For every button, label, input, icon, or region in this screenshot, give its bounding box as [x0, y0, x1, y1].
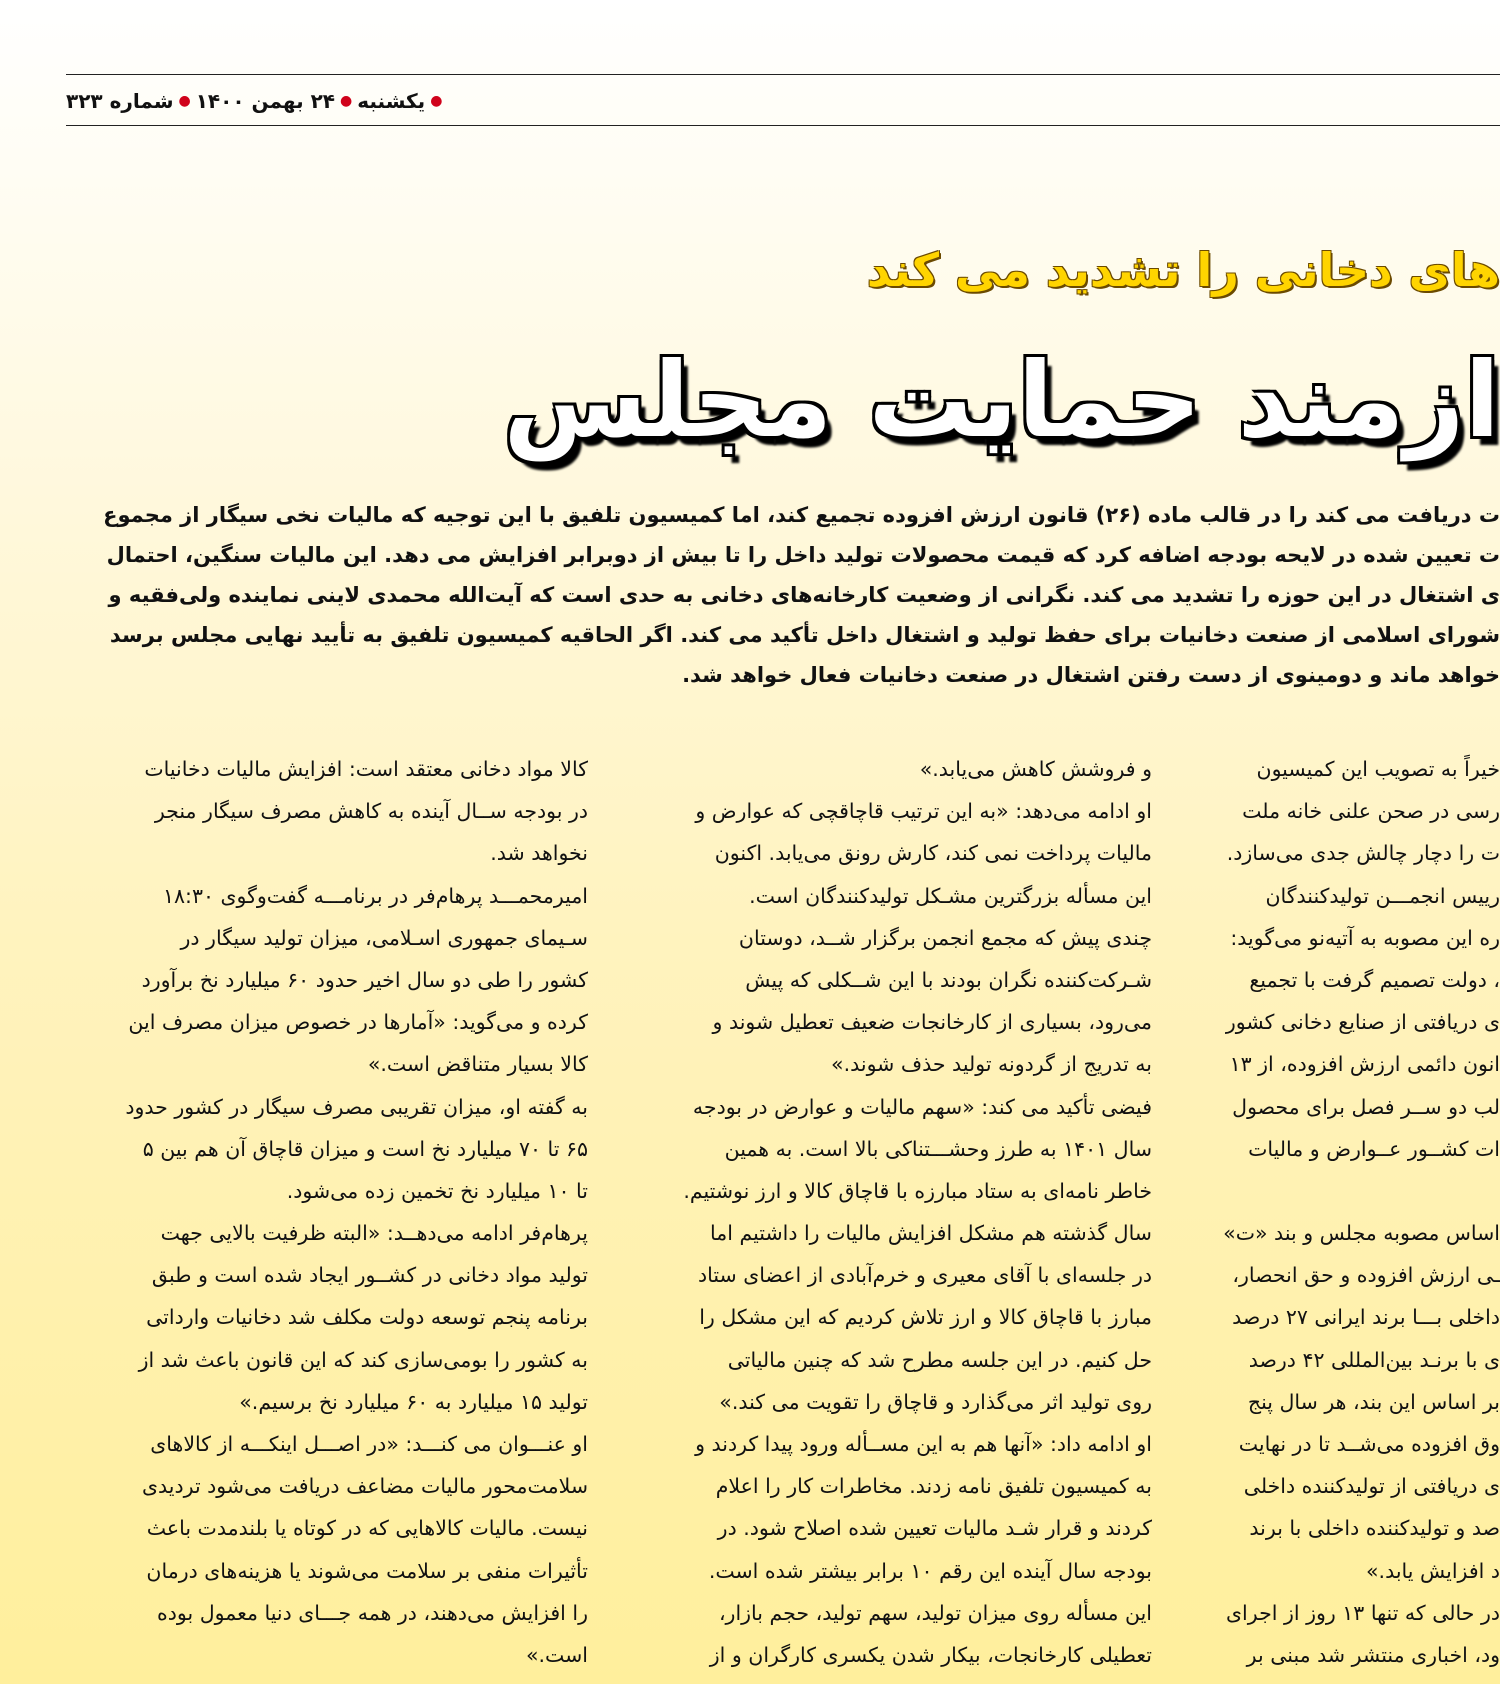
- lead-line: خواهد ماند و دومینوی از دست رفتن اشتغال در صنعت دخانیات فعال خواهد شد.: [682, 663, 1500, 687]
- column-line: شـرکت‌کننده نگران بودند با این شــکلی که پیش: [745, 967, 1152, 992]
- column-line: در بودجه ســال آینده به کاهش مصرف سیگار منجر: [154, 799, 588, 824]
- column-line: کالا بسیار متناقض است.»: [367, 1052, 588, 1077]
- column-line: را افزایش می‌دهند، در همه جـــای دنیا معمول بوده: [157, 1600, 588, 1625]
- column-line: برنامه پنجم توسعه دولت مکلف شد دخانیات وارداتی: [146, 1305, 588, 1330]
- column-line: ت را دچار چالش جدی می‌سازد.: [1226, 841, 1500, 866]
- column-line: مالیات پرداخت نمی کند، کارش رونق می‌یابد. اکنون: [714, 841, 1152, 866]
- body-column-left: [66, 748, 588, 1684]
- column-line: تا ۱۰ میلیارد نخ تخمین زده می‌شود.: [286, 1178, 588, 1203]
- column-line: به کمیسیون تلفیق نامه زدند. مخاطرات کار را اعلام: [715, 1474, 1152, 1499]
- column-line: روی تولید اثر می‌گذارد و قاچاق را تقویت می کند.»: [719, 1389, 1152, 1414]
- column-line: ۶۵ تا ۷۰ میلیارد نخ است و میزان قاچاق آن هم بین ۵: [142, 1136, 588, 1161]
- column-line: مبارز با قاچاق کالا و ارز تلاش کردیم که این مشکل را: [699, 1305, 1152, 1330]
- column-line: رییس انجمـــن تولیدکنندگان: [1265, 883, 1500, 908]
- bullet-dot-icon: ●: [430, 93, 443, 109]
- column-line: سلامت‌محور مالیات مضاعف دریافت می‌شود تردیدی: [142, 1474, 588, 1499]
- column-line: ی دریافتی از صنایع دخانی کشور: [1225, 1010, 1500, 1035]
- bullet-dot-icon: ●: [178, 93, 191, 109]
- bullet-dot-icon: ●: [340, 93, 353, 109]
- column-line: سال گذشته هم مشکل افزایش مالیات را داشتیم اما: [710, 1221, 1152, 1246]
- column-line: خیراً به تصویب این کمیسیون: [1256, 757, 1500, 781]
- column-line: اساس مصوبه مجلس و بند «ت»: [1223, 1221, 1500, 1246]
- column-line: حل کنیم. در این جلسه مطرح شد که چنین مالیاتی: [727, 1347, 1152, 1372]
- column-line: به تدریج از گردونه تولید حذف شوند.»: [831, 1052, 1152, 1077]
- column-line: تولید مواد دخانی در کشــور ایجاد شده است و طبق: [151, 1263, 588, 1288]
- column-line: تعطیلی کارخانجات، بیکار شدن یکسری کارگران و از: [709, 1642, 1152, 1667]
- column-line: ی دریافتی از تولیدکننده داخلی: [1243, 1474, 1500, 1499]
- column-line: می‌رود، بسیاری از کارخانجات ضعیف تعطیل شوند و: [712, 1010, 1152, 1035]
- body-column-middle: [630, 748, 1152, 1684]
- column-line: پرهام‌فر ادامه می‌دهــد: «البته ظرفیت بالایی جهت: [160, 1221, 588, 1246]
- folio-date: ۲۴ بهمن ۱۴۰۰: [195, 89, 336, 113]
- column-line: کالا مواد دخانی معتقد است: افزایش مالیات دخانیات: [144, 757, 588, 781]
- column-line: فیضی تأکید می کند: «سهم مالیات و عوارض در بودجه: [692, 1094, 1152, 1119]
- column-line: سـیمای جمهوری اسـلامی، میزان تولید سیگار در: [180, 925, 588, 950]
- column-line: کردند و قرار شـد مالیات تعیین شده اصلاح شود. در: [717, 1516, 1152, 1541]
- folio-day: یکشنبه: [357, 89, 426, 113]
- column-line: است.»: [525, 1642, 588, 1667]
- column-line: رسی در صحن علنی خانه ملت: [1242, 799, 1500, 824]
- column-line: [1194, 1170, 1500, 1212]
- folio-issue: شماره ۳۲۳: [66, 89, 174, 113]
- column-line: لب دو ســر فصل برای محصول: [1232, 1094, 1500, 1119]
- column-line: سال ۱۴۰۱ به طرز وحشـــتناکی بالا است. به همین: [724, 1136, 1152, 1161]
- column-line: نیست. مالیات کالاهایی که در کوتاه یا بلندمدت باعث: [146, 1516, 588, 1541]
- column-line: تأثیرات منفی بر سلامت می‌شوند یا هزینه‌های درمان: [146, 1558, 588, 1583]
- column-line: در جلسه‌ای با آقای معیری و خرم‌آبادی از اعضای ستاد: [697, 1263, 1152, 1288]
- column-line: ی با برنـد بین‌المللی ۴۲ درصد: [1248, 1347, 1500, 1372]
- column-line: ات کشــور عــوارض و مالیات: [1248, 1136, 1500, 1161]
- column-line: تولید ۱۵ میلیارد به ۶۰ میلیارد نخ برسیم.»: [239, 1389, 588, 1414]
- column-line: او ادامه داد: «آنها هم به این مســأله ورود پیدا کردند و: [695, 1432, 1152, 1456]
- column-line: وق افزوده می‌شــد تا در نهایت: [1238, 1432, 1500, 1456]
- column-line: چندی پیش که مجمع انجمن برگزار شــد، دوستان: [738, 925, 1152, 950]
- column-line: صد و تولیدکننده داخلی با برند: [1249, 1516, 1500, 1541]
- column-line: و فروشش کاهش می‌یابد.»: [919, 757, 1152, 781]
- kicker: های دخانی را تشدید می کند: [866, 243, 1500, 297]
- lead-paragraph: [66, 495, 1500, 695]
- top-rule: [66, 74, 1500, 75]
- bottom-rule: [66, 125, 1500, 126]
- column-line: کشور را طی دو سال اخیر حدود ۶۰ میلیارد نخ برآورد: [141, 967, 588, 992]
- headline: ازمند حمایت مجلس: [503, 339, 1500, 461]
- column-line: در حالی که تنها ۱۳ روز از اجرای: [1226, 1600, 1500, 1625]
- lead-line: ت دریافت می کند را در قالب ماده (۲۶) قانون ارزش افزوده تجمیع کند، اما کمیسیون تلفیق با این توجیه که مالیات نخی سیگار از مجموع: [103, 503, 1500, 527]
- column-line: امیرمحمـــد پرهام‌فر در برنامـــه گفت‌وگوی ۱۸:۳۰: [163, 883, 588, 908]
- column-line: ـی ارزش افزوده و حق انحصار،: [1232, 1263, 1500, 1288]
- folio: [66, 86, 466, 116]
- column-line: این مسأله بزرگترین مشـکل تولیدکنندگان است.: [749, 883, 1152, 908]
- column-line: کرده و می‌گوید: «آمارها در خصوص میزان مصرف این: [128, 1010, 588, 1035]
- column-line: داخلی بـــا برند ایرانی ۲۷ درصد: [1232, 1305, 1500, 1330]
- column-line: ره این مصوبه به آتیه‌نو می‌گوید:: [1230, 925, 1500, 950]
- column-line: به گفته او، میزان تقریبی مصرف سیگار در کشور حدود: [125, 1094, 588, 1119]
- column-line: انون دائمی ارزش افزوده، از ۱۳: [1229, 1052, 1500, 1077]
- column-line: خاطر نامه‌ای به ستاد مبارزه با قاچاق کالا و ارز نوشتیم.: [683, 1178, 1152, 1203]
- column-line: بر اساس این بند، هر سال پنج: [1247, 1389, 1500, 1414]
- lead-line: ی اشتغال در این حوزه را تشدید می کند. نگرانی از وضعیت کارخانه‌های دخانی به حدی است که آیت‌الله محمدی لاینی نماینده ولی‌فقیه و: [108, 583, 1500, 607]
- lead-line: ت تعیین شده در لایحه بودجه اضافه کرد که قیمت محصولات تولید داخل را تا بیش از دوبرابر افزایش می دهد. این مالیات سنگین، احتمال: [106, 543, 1500, 567]
- column-line: این مسأله روی میزان تولید، سهم تولید، حجم بازار،: [718, 1600, 1152, 1625]
- column-line: ود، اخباری منتشر شد مبنی بر: [1246, 1642, 1500, 1667]
- column-line: د افزایش یابد.»: [1366, 1558, 1500, 1583]
- lead-line: شورای اسلامی از صنعت دخانیات برای حفظ تولید و اشتغال داخل تأکید می کند. اگر الحاقیه کمیسیون تلفیق به تأیید نهایی مجلس برسد: [109, 623, 1500, 647]
- column-line: او عنـــوان می کنـــد: «در اصـــل اینکـــه از کالاهای: [150, 1432, 588, 1456]
- body-column-right: [1194, 748, 1500, 1684]
- column-line: نخواهد شد.: [490, 841, 588, 866]
- column-line: ، دولت تصمیم گرفت با تجمیع: [1249, 967, 1500, 992]
- column-line: بودجه سال آینده این رقم ۱۰ برابر بیشتر شده است.: [708, 1558, 1152, 1583]
- column-line: او ادامه می‌دهد: «به این ترتیب قاچاقچی که عوارض و: [695, 799, 1152, 824]
- column-line: به کشور را بومی‌سازی کند که این قانون باعث شد از: [138, 1347, 588, 1372]
